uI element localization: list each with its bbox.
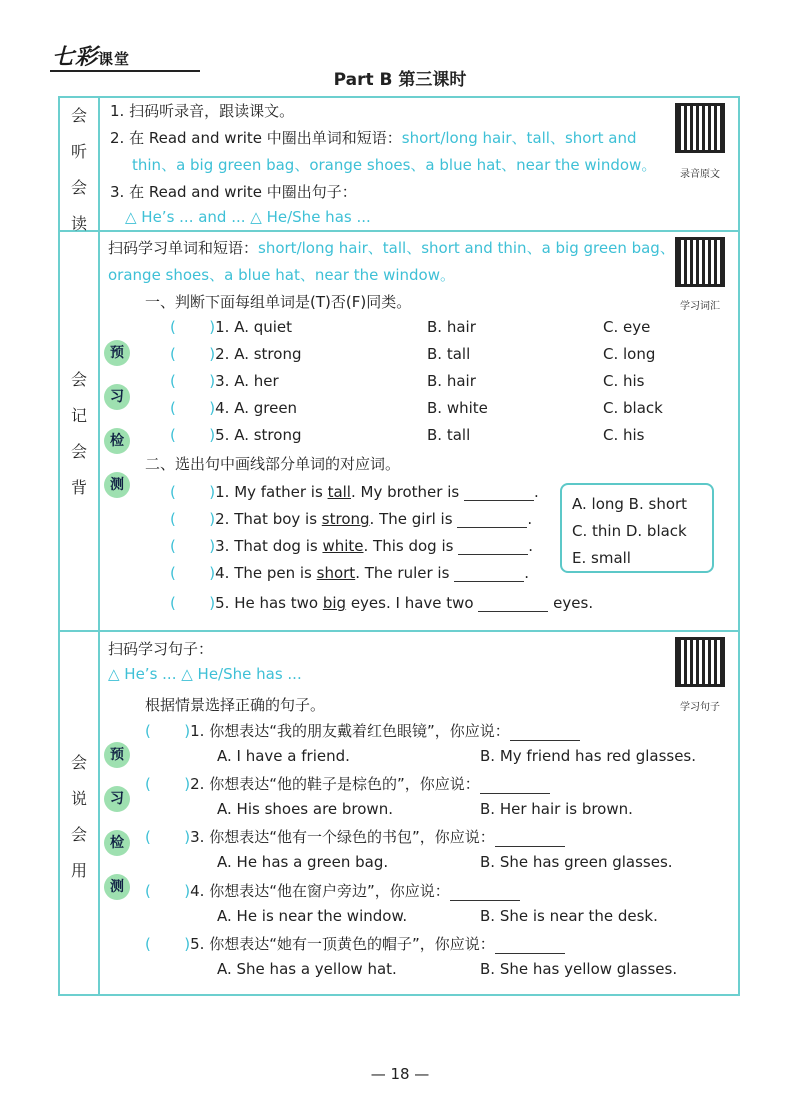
s3-option-b: B. Her hair is brown. [480, 800, 633, 818]
side-label-memorize: 会 记 会 背 [70, 370, 87, 497]
section-divider-2 [58, 630, 740, 632]
s2-scan: 扫码学习单词和短语：short/long hair、tall、short and thin、a big green bag、 [108, 239, 675, 257]
part1-b: B. tall [427, 345, 471, 363]
qr-code-vocab[interactable] [675, 237, 725, 287]
part1-row: ( )3. A. her [170, 372, 279, 390]
bubble-ce: 测 [104, 874, 130, 900]
part1-b: B. tall [427, 426, 471, 444]
s3-option-a: A. He is near the window. [217, 907, 408, 925]
s3-option-a: A. I have a friend. [217, 747, 350, 765]
part1-row: ( )5. A. strong [170, 426, 302, 444]
qr-code-sentences[interactable] [675, 637, 725, 687]
s3-question: ( )4. 你想表达“他在窗户旁边”，你应说： [145, 880, 520, 901]
part1-row: ( )2. A. strong [170, 345, 302, 363]
part1-b: B. hair [427, 372, 476, 390]
s1-line5: △ He’s ... and ... △ He/She has ... [125, 208, 371, 226]
s3-option-b: B. My friend has red glasses. [480, 747, 697, 765]
s3-question: ( )5. 你想表达“她有一顶黄色的帽子”，你应说： [145, 933, 565, 954]
s2-scan-2: orange shoes、a blue hat、near the window。 [108, 266, 455, 284]
brand-name: 七彩 [52, 45, 99, 70]
part2-row: ( )5. He has two big eyes. I have two eyes. [170, 594, 594, 612]
bubble-xi: 习 [104, 786, 130, 812]
s3-option-b: B. She has yellow glasses. [480, 960, 678, 978]
part1-b: B. hair [427, 318, 476, 336]
qr-caption-sentences: 学习句子 [680, 702, 720, 713]
bubble-yu: 预 [104, 340, 130, 366]
s3-scan-line: △ He’s ... △ He/She has ... [108, 665, 302, 683]
bubble-jian: 检 [104, 830, 130, 856]
part1-c: C. long [603, 345, 656, 363]
options-line: E. small [572, 549, 631, 567]
page-title: Part B 第三课时 [333, 70, 467, 90]
s3-question: ( )3. 你想表达“他有一个绿色的书包”，你应说： [145, 826, 565, 847]
qr-code-audio[interactable] [675, 103, 725, 153]
s3-option-b: B. She has green glasses. [480, 853, 673, 871]
s3-question: ( )2. 你想表达“他的鞋子是棕色的”，你应说： [145, 773, 550, 794]
s3-intro: 根据情景选择正确的句子。 [145, 696, 326, 714]
s3-option-a: A. He has a green bag. [217, 853, 389, 871]
s1-line3: thin、a big green bag、orange shoes、a blue hat、near the window。 [132, 156, 657, 174]
s1-line4: 3. 在 Read and write 中圈出句子： [110, 183, 357, 201]
s1-line1: 1. 扫码听录音，跟读课文。 [110, 102, 295, 120]
part2-row: ( )1. My father is tall. My brother is . [170, 483, 539, 501]
part1-c: C. his [603, 372, 645, 390]
s3-option-a: A. She has a yellow hat. [217, 960, 397, 978]
qr-caption-audio: 录音原文 [680, 169, 720, 180]
side-label-listen-read: 会 听 会 读 [70, 106, 87, 233]
section-divider-1 [58, 230, 740, 232]
bubble-jian: 检 [104, 428, 130, 454]
options-box [560, 483, 714, 573]
part2-row: ( )3. That dog is white. This dog is . [170, 537, 534, 555]
bubble-yu: 预 [104, 742, 130, 768]
bubble-ce: 测 [104, 472, 130, 498]
part1-row: ( )1. A. quiet [170, 318, 293, 336]
options-line: A. long B. short [572, 495, 688, 513]
qr-caption-vocab: 学习词汇 [680, 301, 720, 312]
page-number: — 18 — [370, 1065, 430, 1083]
part2-title: 二、选出句中画线部分单词的对应词。 [145, 455, 401, 473]
brand-sub: 课堂 [98, 50, 131, 68]
part2-row: ( )2. That boy is strong. The girl is . [170, 510, 533, 528]
part2-row: ( )4. The pen is short. The ruler is . [170, 564, 529, 582]
part1-c: C. eye [603, 318, 651, 336]
s1-line2: 2. 在 Read and write 中圈出单词和短语：short/long hair、tall、short and [110, 129, 637, 147]
part1-c: C. black [603, 399, 663, 417]
part1-c: C. his [603, 426, 645, 444]
s3-option-b: B. She is near the desk. [480, 907, 658, 925]
bubble-xi: 习 [104, 384, 130, 410]
s3-question: ( )1. 你想表达“我的朋友戴着红色眼镜”，你应说： [145, 720, 580, 741]
options-line: C. thin D. black [572, 522, 687, 540]
s3-option-a: A. His shoes are brown. [217, 800, 393, 818]
part1-title: 一、判断下面每组单词是(T)否(F)同类。 [145, 293, 412, 311]
part1-row: ( )4. A. green [170, 399, 298, 417]
side-label-speak: 会 说 会 用 [70, 753, 87, 880]
s3-scan: 扫码学习句子： [108, 640, 214, 658]
part1-b: B. white [427, 399, 488, 417]
